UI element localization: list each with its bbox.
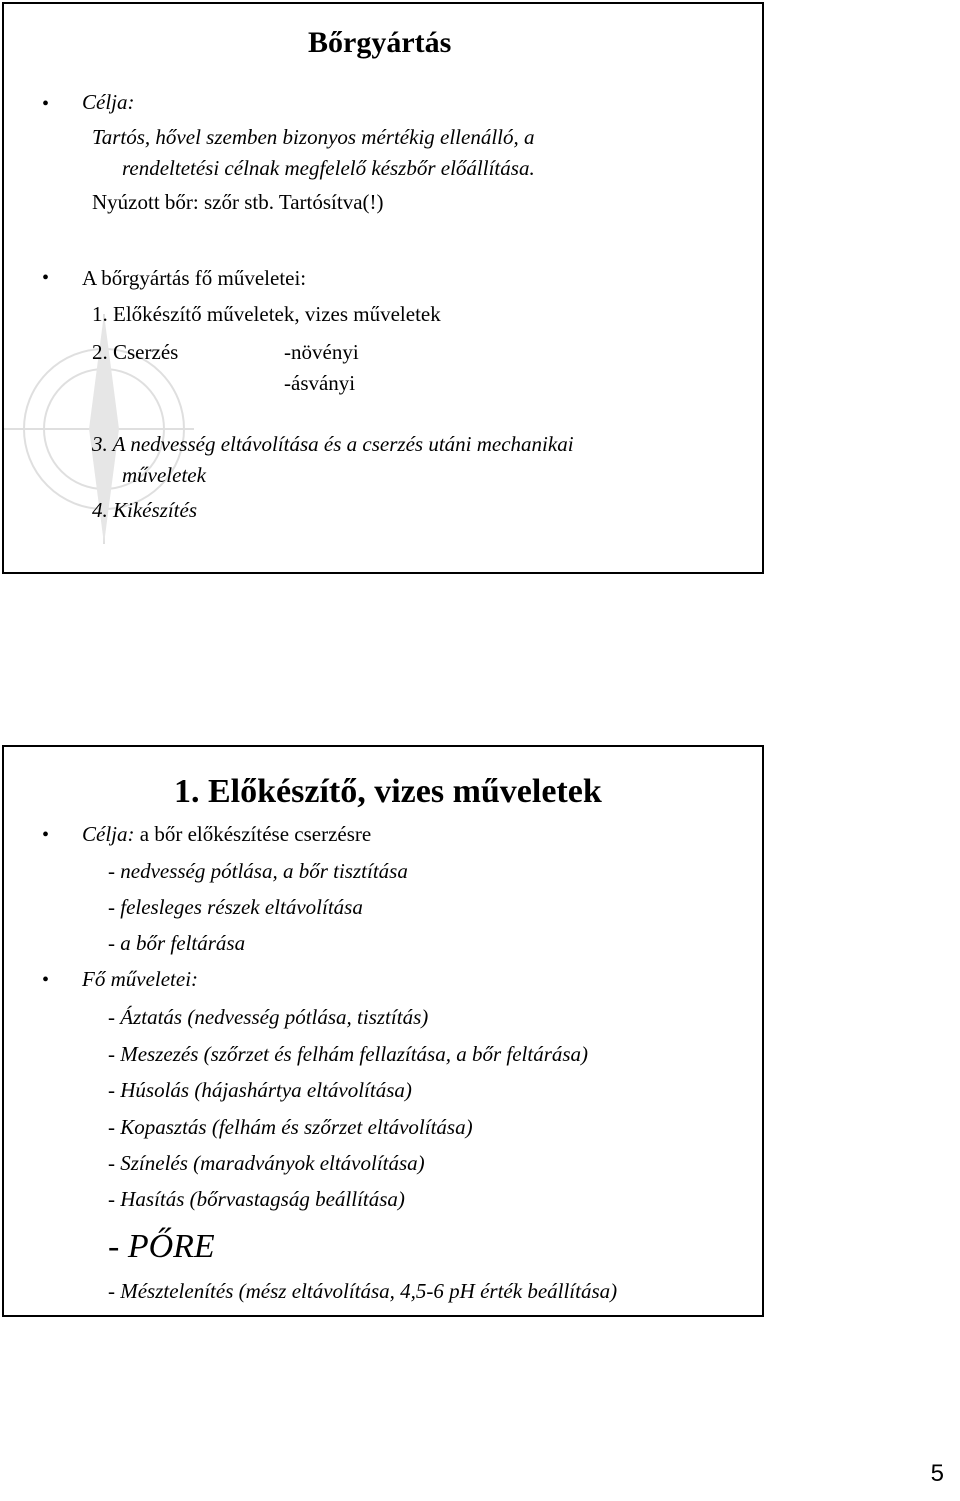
slide-1-title: Bőrgyártás [308, 26, 452, 59]
slide-2-goal [82, 822, 371, 846]
slide-2-title: 1. Előkészítő, vizes műveletek [174, 773, 602, 810]
slide-2 [2, 745, 764, 1317]
bullet-marker: • [42, 93, 50, 115]
highlight-pore: - PŐRE [108, 1228, 215, 1265]
slide-2-goal-text: a bőr előkészítése cserzésre [134, 822, 372, 846]
op-2-sub-2: -ásványi [284, 371, 356, 395]
main-op-2: - Meszezés (szőrzet és felhám fellazítása, a bőr feltárása) [108, 1042, 589, 1066]
compass-icon [4, 294, 204, 564]
op-3-line-2: műveletek [122, 463, 206, 487]
goal-line-1: Tartós, hővel szemben bizonyos mértékig ellenálló, a [92, 125, 535, 149]
main-op-4: - Kopasztás (felhám és szőrzet eltávolítása) [108, 1115, 473, 1139]
slide-1 [2, 2, 764, 574]
goal-label: Célja: [82, 90, 135, 114]
main-op-5: - Színelés (maradványok eltávolítása) [108, 1151, 425, 1175]
goal-item-2: - felesleges részek eltávolítása [108, 895, 363, 919]
bullet-marker: • [42, 969, 50, 991]
page-number: 5 [930, 1460, 944, 1487]
main-op-1: - Áztatás (nedvesség pótlása, tisztítás) [108, 1005, 429, 1029]
goal-line-3: Nyúzott bőr: szőr stb. Tartósítva(!) [92, 190, 384, 214]
slide-2-goal-label: Célja: [82, 822, 135, 846]
bullet-marker: • [42, 824, 50, 846]
op-2: 2. Cserzés [92, 340, 179, 364]
main-op-6: - Hasítás (bőrvastagság beállítása) [108, 1187, 405, 1211]
goal-item-3: - a bőr feltárása [108, 931, 246, 955]
main-op-3: - Húsolás (hájashártya eltávolítása) [108, 1078, 412, 1102]
op-2-sub-1: -növényi [284, 340, 359, 364]
bullet-marker: • [42, 267, 50, 289]
op-3-line-1: 3. A nedvesség eltávolítása és a cserzés utáni mechanikai [92, 432, 574, 456]
ops-label: A bőrgyártás fő műveletei: [82, 266, 307, 290]
goal-line-2: rendeltetési célnak megfelelő készbőr előállítása. [122, 156, 535, 180]
main-ops-label: Fő műveletei: [82, 967, 199, 991]
op-4: 4. Kikészítés [92, 498, 197, 522]
last-op: - Mésztelenítés (mész eltávolítása, 4,5-6 pH érték beállítása) [108, 1279, 618, 1303]
op-1: 1. Előkészítő műveletek, vizes műveletek [92, 302, 441, 326]
goal-item-1: - nedvesség pótlása, a bőr tisztítása [108, 859, 408, 883]
